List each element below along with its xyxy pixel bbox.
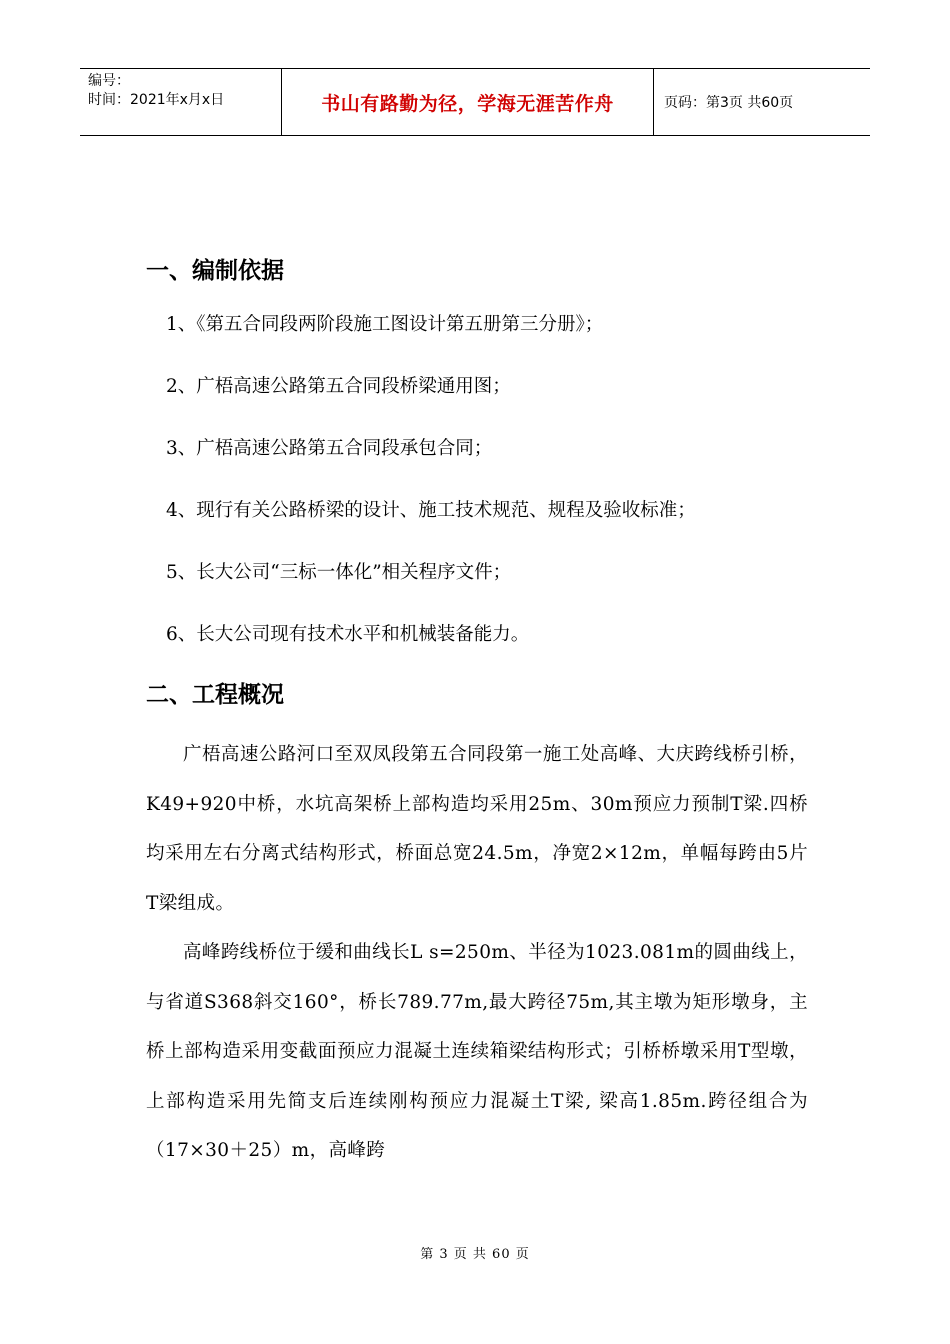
list-item: 2、广梧高速公路第五合同段桥梁通用图；: [166, 376, 511, 397]
basis-list: [146, 294, 808, 666]
document-body: [146, 248, 808, 1176]
header-number-label: 编号：: [88, 73, 130, 89]
page-header: [80, 68, 870, 136]
list-item: 5、长大公司“三标一体化”相关程序文件；: [166, 562, 512, 583]
header-page-info: 页码：第3页 共60页: [664, 95, 794, 111]
list-item: 3、广梧高速公路第五合同段承包合同；: [166, 438, 493, 459]
list-item: 6、长大公司现有技术水平和机械装备能力。: [166, 624, 530, 645]
list-item: 1、《第五合同段两阶段施工图设计第五册第三分册》；: [166, 314, 604, 335]
overview-paragraph: 广梧高速公路河口至双凤段第五合同段第一施工处高峰、大庆跨线桥引桥，K49+920中桥，水坑高架桥上部构造均采用25m、30m预应力预制T梁.四桥均采用左右分离式结构形式，桥面总宽24.5m，净宽2×12m，单幅每跨由5片T梁组成。: [146, 744, 808, 914]
header-motto: 书山有路勤为径，学海无涯苦作舟: [282, 69, 654, 135]
header-meta-cell: [80, 69, 282, 135]
header-time-label: 时间：2021年x月x日: [88, 92, 225, 108]
list-item: 4、现行有关公路桥梁的设计、施工技术规范、规程及验收标准；: [166, 500, 696, 521]
page-footer: 第 3 页 共 60 页: [420, 1247, 530, 1262]
overview-paragraph: 高峰跨线桥位于缓和曲线长L s=250m、半径为1023.081m的圆曲线上，与省道S368斜交160°，桥长789.77m,最大跨径75m,其主墩为矩形墩身，主桥上部构造采用变截面预应力混凝土连续箱梁结构形式；引桥桥墩采用T型墩，上部构造采用先简支后连续刚构预应力混凝土T梁, 梁高1.85m.跨径组合为（17×30＋25）m，高峰跨: [146, 942, 808, 1161]
section-title-basis: 一、编制依据: [146, 258, 284, 284]
section-title-overview: 二、工程概况: [146, 682, 284, 708]
